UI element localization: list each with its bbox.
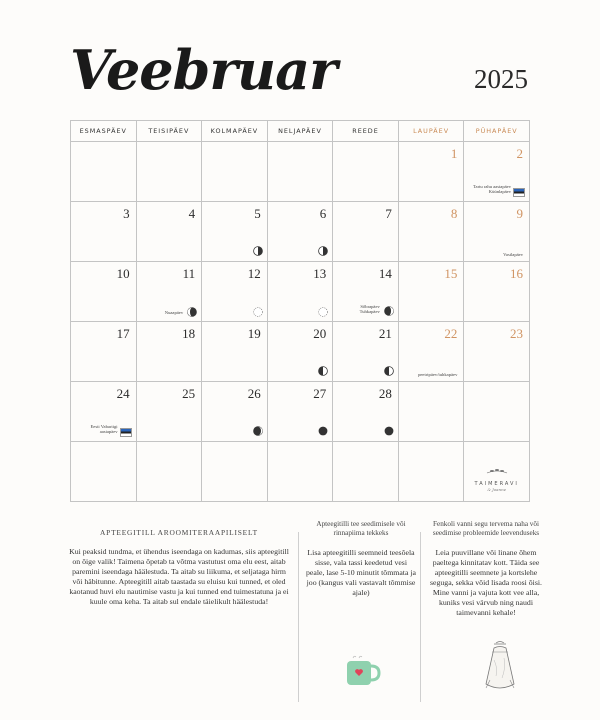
day-cell bbox=[333, 262, 399, 322]
week-row bbox=[71, 442, 530, 502]
day-number: 4 bbox=[188, 206, 196, 221]
day-number: 13 bbox=[313, 266, 327, 281]
day-cell bbox=[202, 322, 268, 382]
day-cell bbox=[136, 202, 202, 262]
day-cell-empty bbox=[71, 442, 137, 502]
day-cell bbox=[267, 202, 333, 262]
note-title: APTEEGITILL AROOMITERAAPILISELT bbox=[100, 528, 258, 537]
day-number: 9 bbox=[516, 206, 523, 221]
note-body: Leia puuvillane või linane õhem paeltega kinnitatav kott. Täida see apteegitilli seemnete ja kortslehe seguga, sekka võid lisada roosi õisi. Mine vanni ja vajuta kott vee alla, kuniks vesi värvub ning naudi taimevanni kehale! bbox=[430, 548, 542, 617]
day-cell bbox=[71, 322, 137, 382]
day-cell bbox=[464, 202, 530, 262]
waning-gibbous-moon-icon bbox=[384, 306, 394, 316]
weekday-sat: LAUPÄEV bbox=[398, 121, 464, 142]
day-cell-empty bbox=[71, 142, 137, 202]
brand-logo bbox=[464, 462, 529, 492]
day-number: 10 bbox=[116, 266, 130, 281]
note-heading: Apteegitilli tee seedimisele või rinnapiima tekkeks bbox=[316, 520, 406, 537]
day-number: 26 bbox=[247, 386, 261, 401]
estonian-flag-icon bbox=[120, 428, 132, 437]
column-divider bbox=[420, 532, 421, 702]
waning-crescent-moon-icon bbox=[253, 426, 263, 436]
event-label: Tartu rahu aastapäev Küünlapäev bbox=[473, 184, 511, 195]
day-cell-empty bbox=[333, 442, 399, 502]
week-row bbox=[71, 202, 530, 262]
event-label: Sõbrapäev Tuhkapäev bbox=[359, 304, 380, 315]
day-cell-empty bbox=[267, 142, 333, 202]
day-cell-empty bbox=[398, 442, 464, 502]
day-cell bbox=[71, 262, 137, 322]
brand-name: TAIMERAVI bbox=[474, 481, 519, 487]
week-row bbox=[71, 262, 530, 322]
event-label: Vastlapäev bbox=[503, 252, 523, 257]
day-cell-empty bbox=[464, 382, 530, 442]
day-cell bbox=[202, 202, 268, 262]
day-cell bbox=[464, 322, 530, 382]
calendar-grid bbox=[70, 120, 530, 502]
year-label: 2025 bbox=[474, 64, 528, 94]
week-row bbox=[71, 382, 530, 442]
weekday-wed: KOLMAPÄEV bbox=[202, 121, 268, 142]
day-cell bbox=[267, 262, 333, 322]
day-number: 17 bbox=[116, 326, 130, 341]
day-number: 28 bbox=[378, 386, 392, 401]
last-quarter-moon-icon bbox=[384, 366, 394, 376]
new-moon-icon bbox=[318, 426, 328, 436]
day-number: 11 bbox=[182, 266, 196, 281]
day-number: 23 bbox=[510, 326, 523, 341]
drawstring-bag-icon bbox=[478, 640, 522, 694]
day-cell-empty bbox=[267, 442, 333, 502]
day-cell bbox=[267, 382, 333, 442]
weekday-thu: NELJAPÄEV bbox=[267, 121, 333, 142]
day-number: 8 bbox=[450, 206, 458, 221]
day-cell bbox=[333, 202, 399, 262]
logo-cell bbox=[464, 442, 530, 502]
day-cell bbox=[398, 202, 464, 262]
waxing-gibbous-moon-icon bbox=[187, 307, 197, 317]
day-number: 21 bbox=[378, 326, 392, 341]
day-number: 20 bbox=[313, 326, 327, 341]
full-moon-icon bbox=[318, 307, 328, 317]
note-column-bath bbox=[426, 518, 546, 618]
note-heading: Fenkoli vanni segu tervema naha või seedimise probleemide leevenduseks bbox=[432, 520, 540, 537]
day-cell bbox=[136, 262, 202, 322]
day-cell bbox=[464, 262, 530, 322]
week-row bbox=[71, 142, 530, 202]
full-moon-icon bbox=[253, 307, 263, 317]
weekday-sun: PÜHAPÄEV bbox=[464, 121, 530, 142]
week-row bbox=[71, 322, 530, 382]
day-cell bbox=[136, 382, 202, 442]
note-column-aromatherapy bbox=[68, 518, 290, 607]
weekday-header-row bbox=[71, 121, 530, 142]
day-cell bbox=[202, 382, 268, 442]
column-divider bbox=[298, 532, 299, 702]
first-quarter-moon-icon bbox=[253, 246, 263, 256]
note-column-tea bbox=[306, 518, 416, 598]
day-cell-empty bbox=[202, 442, 268, 502]
event-label: Nuaapäev bbox=[164, 310, 184, 315]
weekday-fri: REEDE bbox=[333, 121, 399, 142]
day-number: 19 bbox=[247, 326, 261, 341]
day-number: 27 bbox=[313, 386, 327, 401]
day-cell bbox=[398, 262, 464, 322]
day-number: 6 bbox=[319, 206, 327, 221]
day-number: 5 bbox=[254, 206, 261, 221]
event-label: peetripäev/tuhkapäev bbox=[418, 372, 458, 377]
day-cell bbox=[333, 322, 399, 382]
day-cell bbox=[202, 262, 268, 322]
note-body: Lisa apteegitilli seemneid teesõela sisse, vala tassi keedetud vesi peale, lase 5-10 minutit tõmmata ja joo (kangus vali vastavalt tõmmise ajale) bbox=[306, 548, 416, 597]
day-number: 12 bbox=[247, 266, 261, 281]
day-cell bbox=[333, 382, 399, 442]
event-label: Eesti Vabariigi aastapäev bbox=[90, 424, 118, 435]
day-number: 15 bbox=[444, 266, 458, 281]
note-body: Kui peaksid tundma, et ühendus iseendaga on kadumas, siis apteegitill on õige valik! Taimena õpetab ta võtma vastutust oma elu eest, aitab paremini iseendaga häälestuda. Ta aitab su liikuma, et seljataga hirm või häbitunne. Apteegitill aitab taastada su eluisu kui tunned, et oled kaotanud huvi elu nautimise vastu ja kui tunned end tuimestatuna ja ei kuule oma keha. Ta aitab sul endale täielikult häälestuda! bbox=[69, 547, 289, 606]
day-cell bbox=[136, 322, 202, 382]
day-cell bbox=[398, 142, 464, 202]
first-quarter-moon-icon bbox=[318, 246, 328, 256]
last-quarter-moon-icon bbox=[318, 366, 328, 376]
day-cell-empty bbox=[398, 382, 464, 442]
tea-mug-icon bbox=[344, 654, 382, 688]
leaf-branch-icon bbox=[486, 467, 508, 477]
day-number: 18 bbox=[182, 326, 196, 341]
day-number: 7 bbox=[385, 206, 392, 221]
day-cell bbox=[71, 382, 137, 442]
day-cell bbox=[71, 202, 137, 262]
day-cell-empty bbox=[333, 142, 399, 202]
day-number: 1 bbox=[450, 146, 458, 161]
month-title: Veebruar bbox=[70, 38, 337, 102]
day-number: 2 bbox=[516, 146, 523, 161]
weekday-mon: ESMASPÄEV bbox=[71, 121, 137, 142]
new-moon-icon bbox=[384, 426, 394, 436]
brand-subtitle: & Joanne bbox=[487, 487, 507, 492]
day-cell-empty bbox=[136, 442, 202, 502]
day-number: 16 bbox=[510, 266, 523, 281]
day-cell-empty bbox=[202, 142, 268, 202]
day-cell bbox=[398, 322, 464, 382]
day-number: 22 bbox=[444, 326, 458, 341]
day-cell bbox=[464, 142, 530, 202]
day-number: 25 bbox=[182, 386, 196, 401]
day-number: 14 bbox=[378, 266, 392, 281]
day-number: 3 bbox=[123, 206, 130, 221]
day-cell bbox=[267, 322, 333, 382]
day-number: 24 bbox=[116, 386, 130, 401]
day-cell-empty bbox=[136, 142, 202, 202]
weekday-tue: TEISIPÄEV bbox=[136, 121, 202, 142]
estonian-flag-icon bbox=[513, 188, 525, 197]
